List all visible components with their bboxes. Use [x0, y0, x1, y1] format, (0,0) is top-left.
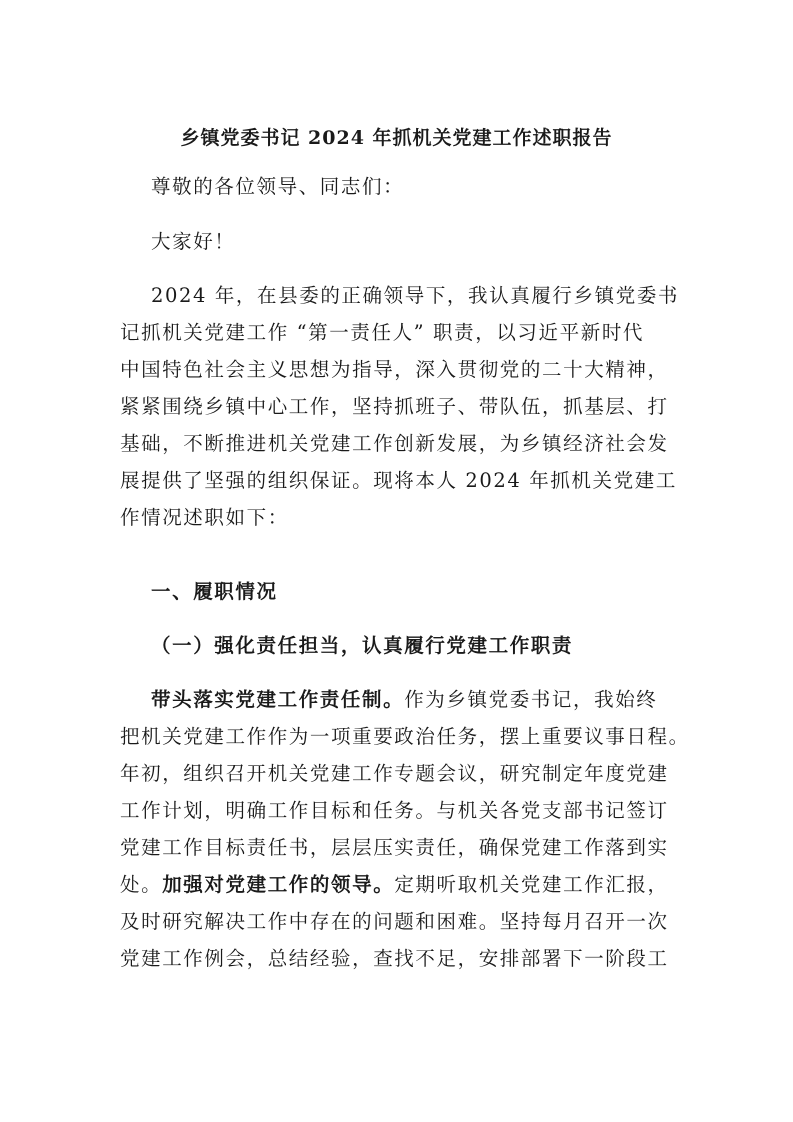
intro-line: 紧紧围绕乡镇中心工作，坚持抓班子、带队伍，抓基层、打 [120, 395, 669, 418]
paragraph-line [151, 683, 793, 717]
section-heading: 一、履职情况 [151, 580, 278, 603]
paragraph-line: 把机关党建工作作为一项重要政治任务，摆上重要议事日程。 [120, 725, 690, 748]
intro-line: 中国特色社会主义思想为指导，深入贯彻党的二十大精神， [120, 358, 669, 381]
greeting-line: 尊敬的各位领导、同志们： [151, 175, 405, 198]
paragraph-text: 处。 [120, 873, 163, 896]
document-title: 乡镇党委书记 2024 年抓机关党建工作述职报告 [180, 127, 613, 149]
intro-line: 基础，不断推进机关党建工作创新发展，为乡镇经济社会发 [120, 432, 669, 455]
bold-lead-text: 加强对党建工作的领导。 [162, 873, 395, 896]
paragraph-text: 作为乡镇党委书记，我始终 [404, 688, 658, 711]
paragraph-text: 定期听取机关党建工作汇报， [394, 873, 669, 896]
bold-lead-text: 带头落实党建工作责任制。 [151, 688, 405, 711]
paragraph-line: 党建工作目标责任书，层层压实责任，确保党建工作落到实 [120, 836, 669, 859]
intro-line: 记抓机关党建工作 “第一责任人” 职责，以习近平新时代 [120, 321, 645, 344]
intro-line: 2024 年，在县委的正确领导下，我认真履行乡镇党委书 [151, 284, 680, 307]
hello-line: 大家好！ [151, 230, 236, 253]
intro-line: 展提供了坚强的组织保证。现将本人 2024 年抓机关党建工 [120, 469, 677, 492]
paragraph-line [120, 868, 793, 902]
paragraph-line: 及时研究解决工作中存在的问题和困难。坚持每月召开一次 [120, 910, 669, 933]
paragraph-line: 党建工作例会，总结经验，查找不足，安排部署下一阶段工 [120, 947, 669, 970]
subsection-heading: （一）强化责任担当，认真履行党建工作职责 [151, 634, 574, 657]
intro-line: 作情况述职如下： [120, 506, 289, 529]
paragraph-line: 工作计划，明确工作目标和任务。与机关各党支部书记签订 [120, 799, 669, 822]
paragraph-line: 年初，组织召开机关党建工作专题会议，研究制定年度党建 [120, 762, 669, 785]
